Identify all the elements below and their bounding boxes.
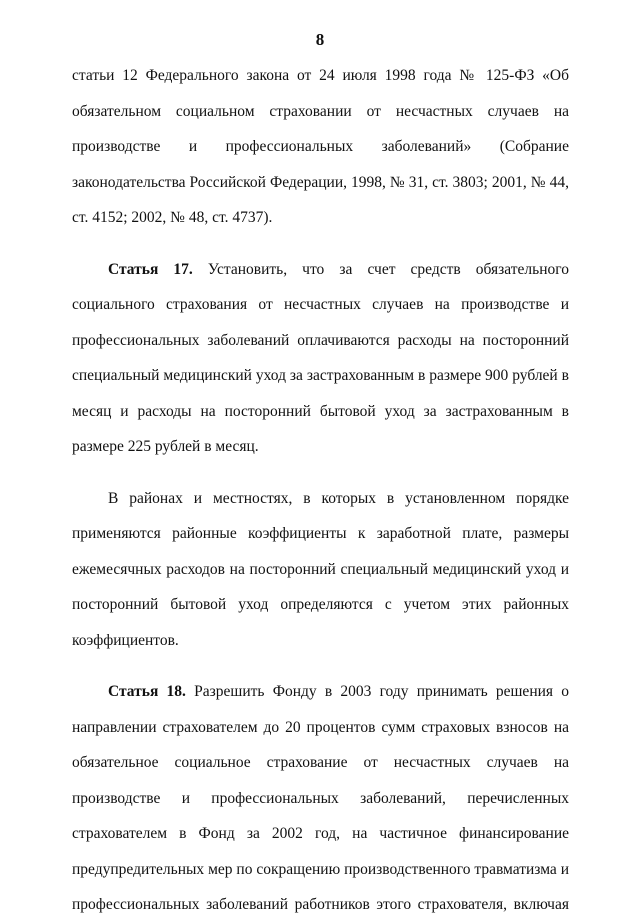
text-line: месяц и расходы на посторонний бытовой уход за застрахованным в (72, 402, 569, 420)
article-heading: Статья 17. (108, 260, 193, 278)
paragraph-article-17 (72, 252, 569, 465)
text-line: применяются районные коэффициенты к заработной плате, размеры (72, 525, 569, 542)
text-line: страхователем в Фонд за 2002 год, на частичное финансирование (72, 825, 569, 842)
text-line: ст. 4152; 2002, № 48, ст. 4737). (72, 209, 273, 226)
page-number: 8 (315, 30, 325, 49)
text-line: обязательном социальном страховании от несчастных случаев на (72, 102, 569, 120)
paragraph-continuation (72, 58, 569, 236)
text-line: социального страхования от несчастных случаев на производстве и (72, 296, 569, 313)
text-line: профессиональных заболеваний оплачиваются расходы на посторонний (72, 331, 569, 349)
text-line: профессиональных заболеваний работников этого страхователя, включая (72, 896, 569, 913)
text-line: размере 225 рублей в месяц. (72, 438, 259, 455)
text-line: посторонний бытовой уход определяются с учетом этих районных (72, 596, 569, 613)
text-line: Статья 18. Разрешить Фонду в 2003 году принимать решения о (108, 683, 569, 700)
text-line: производстве и профессиональных заболеваний» (Собрание (72, 138, 569, 155)
document-body (72, 58, 569, 923)
paragraph-regional-coefficients (72, 481, 569, 659)
paragraph-article-18 (72, 674, 569, 923)
text-line: специальный медицинский уход за застрахованным в размере 900 рублей в (72, 367, 569, 384)
text-line: предупредительных мер по сокращению производственного травматизма и (72, 860, 569, 878)
text-line: обязательное социальное страхование от несчастных случаев на (72, 754, 569, 771)
text-line: Статья 17. Установить, что за счет средств обязательного (108, 260, 570, 278)
text-line: ежемесячных расходов на посторонний специальный медицинский уход и (72, 560, 569, 578)
text-line: статьи 12 Федерального закона от 24 июля 1998 года № 125-ФЗ «Об (72, 67, 569, 84)
text-line: производстве и профессиональных заболеваний, перечисленных (72, 789, 569, 807)
article-heading: Статья 18. (108, 683, 186, 700)
text-line: коэффициентов. (72, 631, 179, 649)
text-line: В районах и местностях, в которых в установленном порядке (108, 489, 569, 507)
text-line: законодательства Российской Федерации, 1998, № 31, ст. 3803; 2001, № 44, (72, 173, 569, 191)
text-line: направлении страхователем до 20 процентов сумм страховых взносов на (72, 718, 569, 736)
